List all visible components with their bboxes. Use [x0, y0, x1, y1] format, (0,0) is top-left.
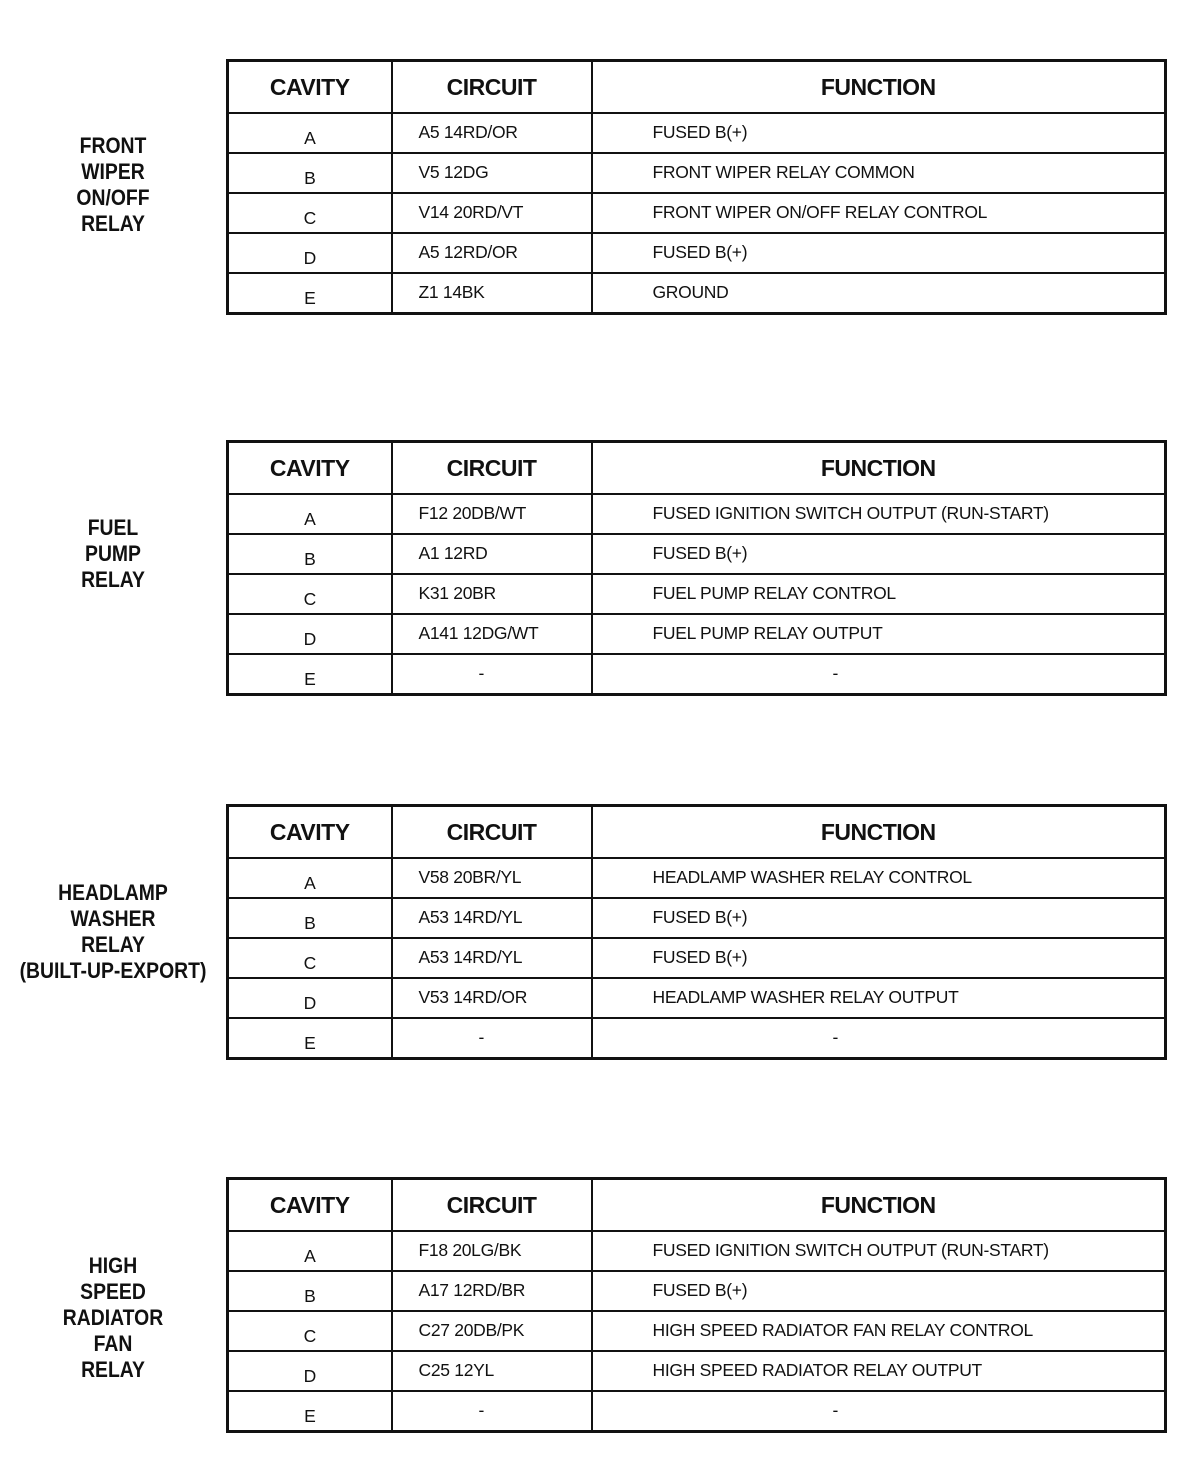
- circuit-cell: -: [392, 1391, 592, 1431]
- table-header-row: [228, 1179, 1166, 1232]
- cavity-cell: B: [228, 153, 392, 193]
- function-cell: FUSED B(+): [592, 898, 1166, 938]
- cavity-cell: D: [228, 978, 392, 1018]
- cavity-cell: D: [228, 1351, 392, 1391]
- table-row: [228, 858, 1166, 898]
- function-cell: -: [592, 1018, 1166, 1058]
- cavity-cell: E: [228, 1391, 392, 1431]
- function-cell: FUSED IGNITION SWITCH OUTPUT (RUN-START): [592, 494, 1166, 534]
- table-row: [228, 273, 1166, 313]
- function-cell: -: [592, 1391, 1166, 1431]
- relay-label: [14, 1253, 213, 1383]
- circuit-cell: A5 14RD/OR: [392, 113, 592, 153]
- table-row: [228, 1271, 1166, 1311]
- relay-label-line: SPEED: [80, 1279, 146, 1304]
- circuit-cell: V14 20RD/VT: [392, 193, 592, 233]
- function-cell: HIGH SPEED RADIATOR RELAY OUTPUT: [592, 1351, 1166, 1391]
- table-row: [228, 898, 1166, 938]
- cavity-cell: A: [228, 858, 392, 898]
- table-row: [228, 574, 1166, 614]
- circuit-cell: V5 12DG: [392, 153, 592, 193]
- function-cell: FUEL PUMP RELAY OUTPUT: [592, 614, 1166, 654]
- cavity-cell: C: [228, 938, 392, 978]
- table-row: [228, 614, 1166, 654]
- cavity-cell: A: [228, 494, 392, 534]
- relay-label-line: RELAY: [81, 1357, 145, 1382]
- relay-label-line: RADIATOR: [62, 1305, 164, 1330]
- circuit-cell: C27 20DB/PK: [392, 1311, 592, 1351]
- cavity-cell: A: [228, 113, 392, 153]
- table-row: [228, 1311, 1166, 1351]
- table-row: [228, 494, 1166, 534]
- table-row: [228, 1391, 1166, 1431]
- table-row: [228, 978, 1166, 1018]
- table-row: [228, 193, 1166, 233]
- header-function: FUNCTION: [592, 806, 1166, 859]
- table-row: [228, 654, 1166, 694]
- header-circuit: CIRCUIT: [392, 806, 592, 859]
- relay-label: [14, 515, 213, 593]
- function-cell: -: [592, 654, 1166, 694]
- cavity-cell: D: [228, 614, 392, 654]
- relay-label-line: RELAY: [81, 932, 145, 957]
- circuit-cell: Z1 14BK: [392, 273, 592, 313]
- cavity-cell: C: [228, 193, 392, 233]
- cavity-cell: B: [228, 898, 392, 938]
- relay-label-line: (BUILT-UP-EXPORT): [19, 958, 207, 983]
- relay-label-line: RELAY: [81, 567, 145, 592]
- header-cavity: CAVITY: [228, 806, 392, 859]
- relay-label-line: FRONT: [79, 133, 147, 158]
- cavity-cell: B: [228, 1271, 392, 1311]
- function-cell: FUSED B(+): [592, 1271, 1166, 1311]
- cavity-cell: E: [228, 654, 392, 694]
- relay-label-line: RELAY: [81, 211, 145, 236]
- header-function: FUNCTION: [592, 1179, 1166, 1232]
- relay-label-line: ON/OFF: [76, 185, 150, 210]
- cavity-cell: A: [228, 1231, 392, 1271]
- relay-label-line: HIGH: [88, 1253, 138, 1278]
- circuit-cell: F12 20DB/WT: [392, 494, 592, 534]
- function-cell: FUSED IGNITION SWITCH OUTPUT (RUN-START): [592, 1231, 1166, 1271]
- cavity-cell: E: [228, 1018, 392, 1058]
- table-header-row: [228, 442, 1166, 495]
- cavity-cell: C: [228, 574, 392, 614]
- function-cell: GROUND: [592, 273, 1166, 313]
- function-cell: FUSED B(+): [592, 938, 1166, 978]
- circuit-cell: V53 14RD/OR: [392, 978, 592, 1018]
- function-cell: FUSED B(+): [592, 113, 1166, 153]
- table-row: [228, 113, 1166, 153]
- cavity-cell: C: [228, 1311, 392, 1351]
- table-row: [228, 534, 1166, 574]
- circuit-cell: A53 14RD/YL: [392, 938, 592, 978]
- function-cell: HIGH SPEED RADIATOR FAN RELAY CONTROL: [592, 1311, 1166, 1351]
- pinout-table: [226, 59, 1167, 315]
- pinout-table: [226, 804, 1167, 1060]
- table-row: [228, 938, 1166, 978]
- header-circuit: CIRCUIT: [392, 61, 592, 114]
- circuit-cell: -: [392, 654, 592, 694]
- header-function: FUNCTION: [592, 61, 1166, 114]
- relay-label-line: FUEL: [87, 515, 139, 540]
- circuit-cell: V58 20BR/YL: [392, 858, 592, 898]
- table-row: [228, 153, 1166, 193]
- circuit-cell: F18 20LG/BK: [392, 1231, 592, 1271]
- circuit-cell: A1 12RD: [392, 534, 592, 574]
- circuit-cell: A141 12DG/WT: [392, 614, 592, 654]
- circuit-cell: -: [392, 1018, 592, 1058]
- table-header-row: [228, 61, 1166, 114]
- relay-label-line: HEADLAMP: [58, 880, 168, 905]
- header-circuit: CIRCUIT: [392, 442, 592, 495]
- circuit-cell: A5 12RD/OR: [392, 233, 592, 273]
- cavity-cell: B: [228, 534, 392, 574]
- header-cavity: CAVITY: [228, 61, 392, 114]
- table-row: [228, 1018, 1166, 1058]
- relay-label-line: WIPER: [81, 159, 145, 184]
- relay-label-line: PUMP: [85, 541, 141, 566]
- function-cell: FUEL PUMP RELAY CONTROL: [592, 574, 1166, 614]
- relay-label: [14, 880, 213, 984]
- relay-label: [14, 133, 213, 237]
- circuit-cell: C25 12YL: [392, 1351, 592, 1391]
- table-header-row: [228, 806, 1166, 859]
- function-cell: FUSED B(+): [592, 233, 1166, 273]
- header-function: FUNCTION: [592, 442, 1166, 495]
- function-cell: FUSED B(+): [592, 534, 1166, 574]
- table-row: [228, 233, 1166, 273]
- header-cavity: CAVITY: [228, 442, 392, 495]
- pinout-table: [226, 1177, 1167, 1433]
- relay-label-line: WASHER: [70, 906, 156, 931]
- function-cell: HEADLAMP WASHER RELAY CONTROL: [592, 858, 1166, 898]
- table-row: [228, 1351, 1166, 1391]
- function-cell: FRONT WIPER RELAY COMMON: [592, 153, 1166, 193]
- circuit-cell: K31 20BR: [392, 574, 592, 614]
- relay-label-line: FAN: [93, 1331, 133, 1356]
- cavity-cell: E: [228, 273, 392, 313]
- table-row: [228, 1231, 1166, 1271]
- header-cavity: CAVITY: [228, 1179, 392, 1232]
- pinout-table: [226, 440, 1167, 696]
- circuit-cell: A53 14RD/YL: [392, 898, 592, 938]
- header-circuit: CIRCUIT: [392, 1179, 592, 1232]
- function-cell: HEADLAMP WASHER RELAY OUTPUT: [592, 978, 1166, 1018]
- function-cell: FRONT WIPER ON/OFF RELAY CONTROL: [592, 193, 1166, 233]
- circuit-cell: A17 12RD/BR: [392, 1271, 592, 1311]
- cavity-cell: D: [228, 233, 392, 273]
